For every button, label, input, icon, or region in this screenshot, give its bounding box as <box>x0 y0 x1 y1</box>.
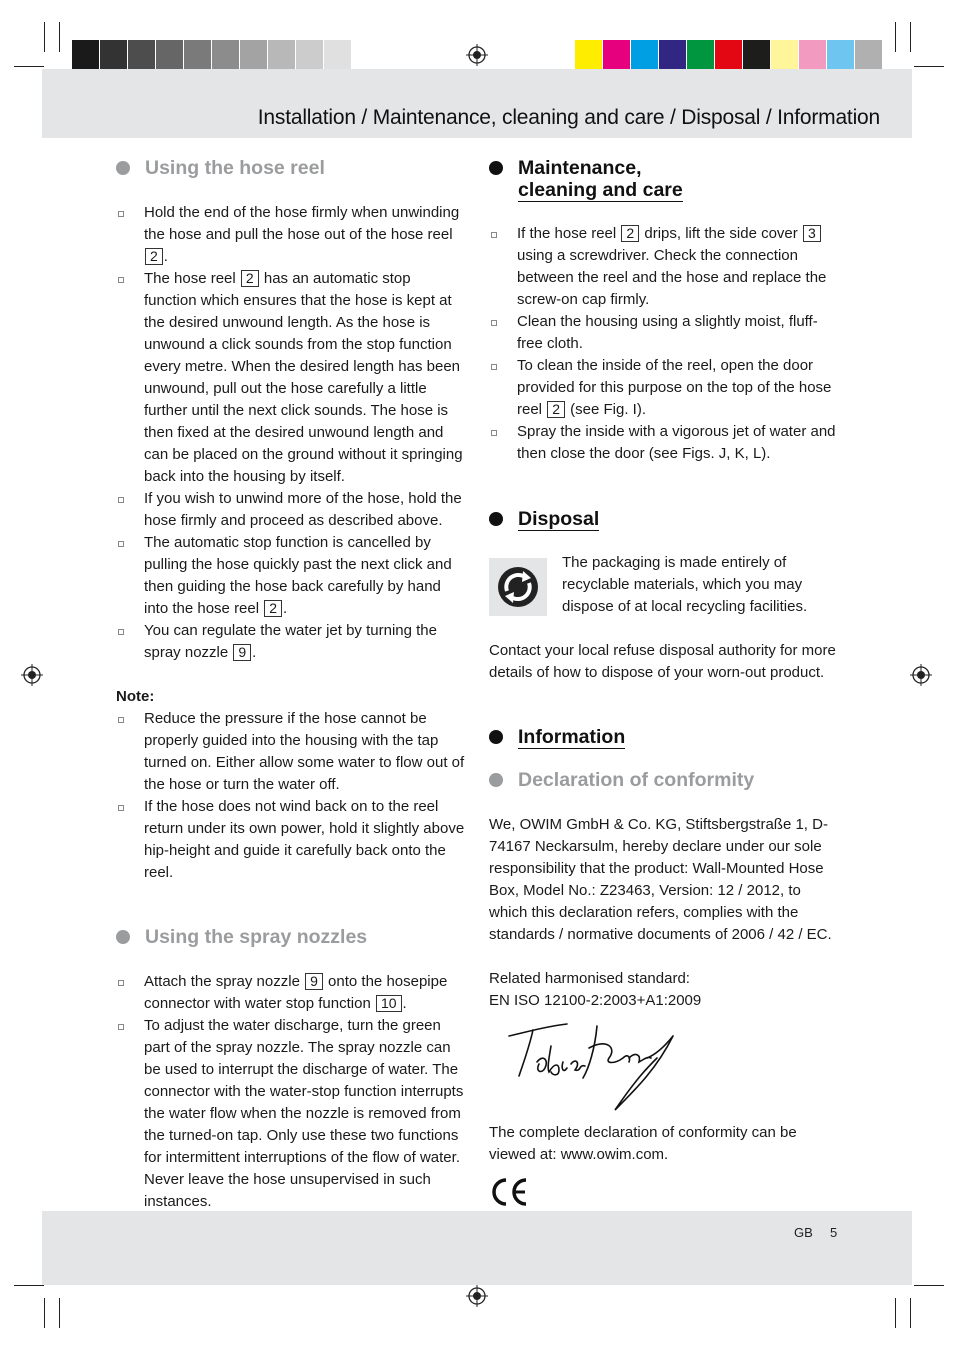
color-swatch <box>156 40 184 69</box>
section-heading-hose-reel: Using the hose reel <box>116 157 466 179</box>
color-swatch <box>72 40 100 69</box>
color-swatch <box>743 40 771 69</box>
part-reference-box: 2 <box>145 248 163 265</box>
color-swatch <box>687 40 715 69</box>
crop-mark <box>14 1285 44 1286</box>
declaration-text: We, OWIM GmbH & Co. KG, Stiftsbergstraße 1, D-74167 Neckarsulm, hereby declare under our sole responsibility that the product: Wall-Mounted Hose Box, Model No.: Z23463, Version: 12 / 2012, to which this declaration refers, complies with the standards / normative documents of 2006 / 42 / EC. <box>489 816 832 943</box>
crop-mark <box>14 66 44 67</box>
list-item: To adjust the water discharge, turn the green part of the spray nozzle. The spray nozzle can be used to interrupt the discharge of water. The connector with the water-stop function interrupts the water flow when the nozzle is removed from the turned-on tap. Only use these two functions for intermittent interruptions of the flow of water. Never leave the hose unsupervised in such instances. <box>116 1015 466 1213</box>
crop-mark <box>910 1298 911 1328</box>
right-column <box>489 157 841 1211</box>
section-heading-spray-nozzles: Using the spray nozzles <box>116 926 466 948</box>
section-heading-information: Information <box>489 726 841 748</box>
color-swatch <box>212 40 240 69</box>
color-swatch <box>631 40 659 69</box>
hose-reel-list <box>116 202 466 664</box>
part-reference-box: 3 <box>803 225 821 242</box>
recycling-icon <box>489 558 547 616</box>
list-item: Clean the housing using a slightly moist, fluff-free cloth. <box>489 311 841 355</box>
crop-mark <box>44 22 45 52</box>
list-item: If the hose reel 2 drips, lift the side cover 3 using a screwdriver. Check the connection between the reel and the hose and replace the screw-on cap firmly. <box>489 223 841 311</box>
color-swatch <box>771 40 799 69</box>
color-swatch <box>659 40 687 69</box>
color-swatch <box>352 40 380 69</box>
registration-mark-icon <box>466 44 488 66</box>
list-item: You can regulate the water jet by turning the spray nozzle 9 . <box>116 620 466 664</box>
color-swatch <box>575 40 603 69</box>
color-swatch <box>128 40 156 69</box>
disposal-packaging-block <box>489 552 841 640</box>
part-reference-box: 2 <box>547 401 565 418</box>
color-swatch <box>827 40 855 69</box>
bullet-dot-icon <box>489 773 503 787</box>
list-item: If you wish to unwind more of the hose, hold the hose firmly and proceed as described above. <box>116 488 466 532</box>
crop-mark <box>59 22 60 52</box>
grayscale-swatch-bar <box>72 40 380 69</box>
process-color-swatch-bar <box>575 40 883 69</box>
bullet-dot-icon <box>489 730 503 744</box>
list-item: If the hose does not wind back on to the reel return under its own power, hold it slightly above hip-height and guide it carefully back onto the reel. <box>116 796 466 884</box>
spray-nozzles-list <box>116 971 466 1213</box>
registration-mark-icon <box>466 1285 488 1307</box>
part-reference-box: 10 <box>376 995 402 1012</box>
footer-band <box>42 1211 912 1285</box>
part-reference-box: 9 <box>233 644 251 661</box>
color-swatch <box>715 40 743 69</box>
ce-mark-icon <box>489 1177 841 1211</box>
bullet-dot-icon <box>489 512 503 526</box>
crop-mark <box>59 1298 60 1328</box>
section-heading-declaration: Declaration of conformity <box>489 769 841 791</box>
crop-mark <box>914 66 944 67</box>
list-item: The automatic stop function is cancelled by pulling the hose quickly past the next click and then guiding the hose back carefully by hand into the hose reel 2 . <box>116 532 466 620</box>
color-swatch <box>240 40 268 69</box>
note-label: Note: <box>116 688 155 705</box>
color-swatch <box>184 40 212 69</box>
note-list <box>116 708 466 884</box>
maintenance-list <box>489 223 841 465</box>
section-heading-maintenance: Maintenance, cleaning and care <box>489 157 841 201</box>
crop-mark <box>910 22 911 52</box>
color-swatch <box>324 40 352 69</box>
list-item: To clean the inside of the reel, open the door provided for this purpose on the top of the hose reel 2 (see Fig. I). <box>489 355 841 421</box>
list-item: Spray the inside with a vigorous jet of water and then close the door (see Figs. J, K, L). <box>489 421 841 465</box>
list-item: Attach the spray nozzle 9 onto the hosepipe connector with water stop function 10 . <box>116 971 466 1015</box>
complete-declaration-text: The complete declaration of conformity can be viewed at: www.owim.com. <box>489 1124 797 1163</box>
color-swatch <box>100 40 128 69</box>
crop-mark <box>895 1298 896 1328</box>
section-heading-disposal: Disposal <box>489 508 841 530</box>
packaging-text: The packaging is made entirely of recyclable materials, which you may dispose of at local recycling facilities. <box>562 554 808 615</box>
standard-label: Related harmonised standard: <box>489 970 690 987</box>
crop-mark <box>44 1298 45 1328</box>
bullet-dot-icon <box>489 161 503 175</box>
bullet-dot-icon <box>116 161 130 175</box>
part-reference-box: 9 <box>305 973 323 990</box>
left-column <box>116 157 466 1213</box>
registration-mark-icon <box>21 664 43 686</box>
part-reference-box: 2 <box>264 600 282 617</box>
signature <box>489 1012 841 1122</box>
crop-mark <box>895 22 896 52</box>
color-swatch <box>799 40 827 69</box>
page-number: 5 <box>830 1225 838 1240</box>
standard-value: EN ISO 12100-2:2003+A1:2009 <box>489 992 702 1009</box>
color-swatch <box>855 40 883 69</box>
color-swatch <box>268 40 296 69</box>
part-reference-box: 2 <box>241 270 259 287</box>
footer-language: GB <box>794 1225 813 1240</box>
crop-mark <box>914 1285 944 1286</box>
contact-text: Contact your local refuse disposal authority for more details of how to dispose of your worn-out product. <box>489 642 836 681</box>
page-title: Installation / Maintenance, cleaning and care / Disposal / Information <box>257 106 880 129</box>
list-item: The hose reel 2 has an automatic stop function which ensures that the hose is kept at the desired unwound length. As the hose is unwound a click sounds from the stop function every metre. When the desired length has been unwound, pull out the hose carefully a little further until the next click sounds. The hose is then fixed at the desired unwound length and can be placed on the ground without it springing back into the housing by itself. <box>116 268 466 488</box>
color-swatch <box>603 40 631 69</box>
bullet-dot-icon <box>116 930 130 944</box>
list-item: Reduce the pressure if the hose cannot be properly guided into the housing with the tap turned on. Either allow some water to flow out of the hose or turn the water off. <box>116 708 466 796</box>
list-item: Hold the end of the hose firmly when unwinding the hose and pull the hose out of the hose reel 2 . <box>116 202 466 268</box>
part-reference-box: 2 <box>621 225 639 242</box>
color-swatch <box>296 40 324 69</box>
registration-mark-icon <box>910 664 932 686</box>
